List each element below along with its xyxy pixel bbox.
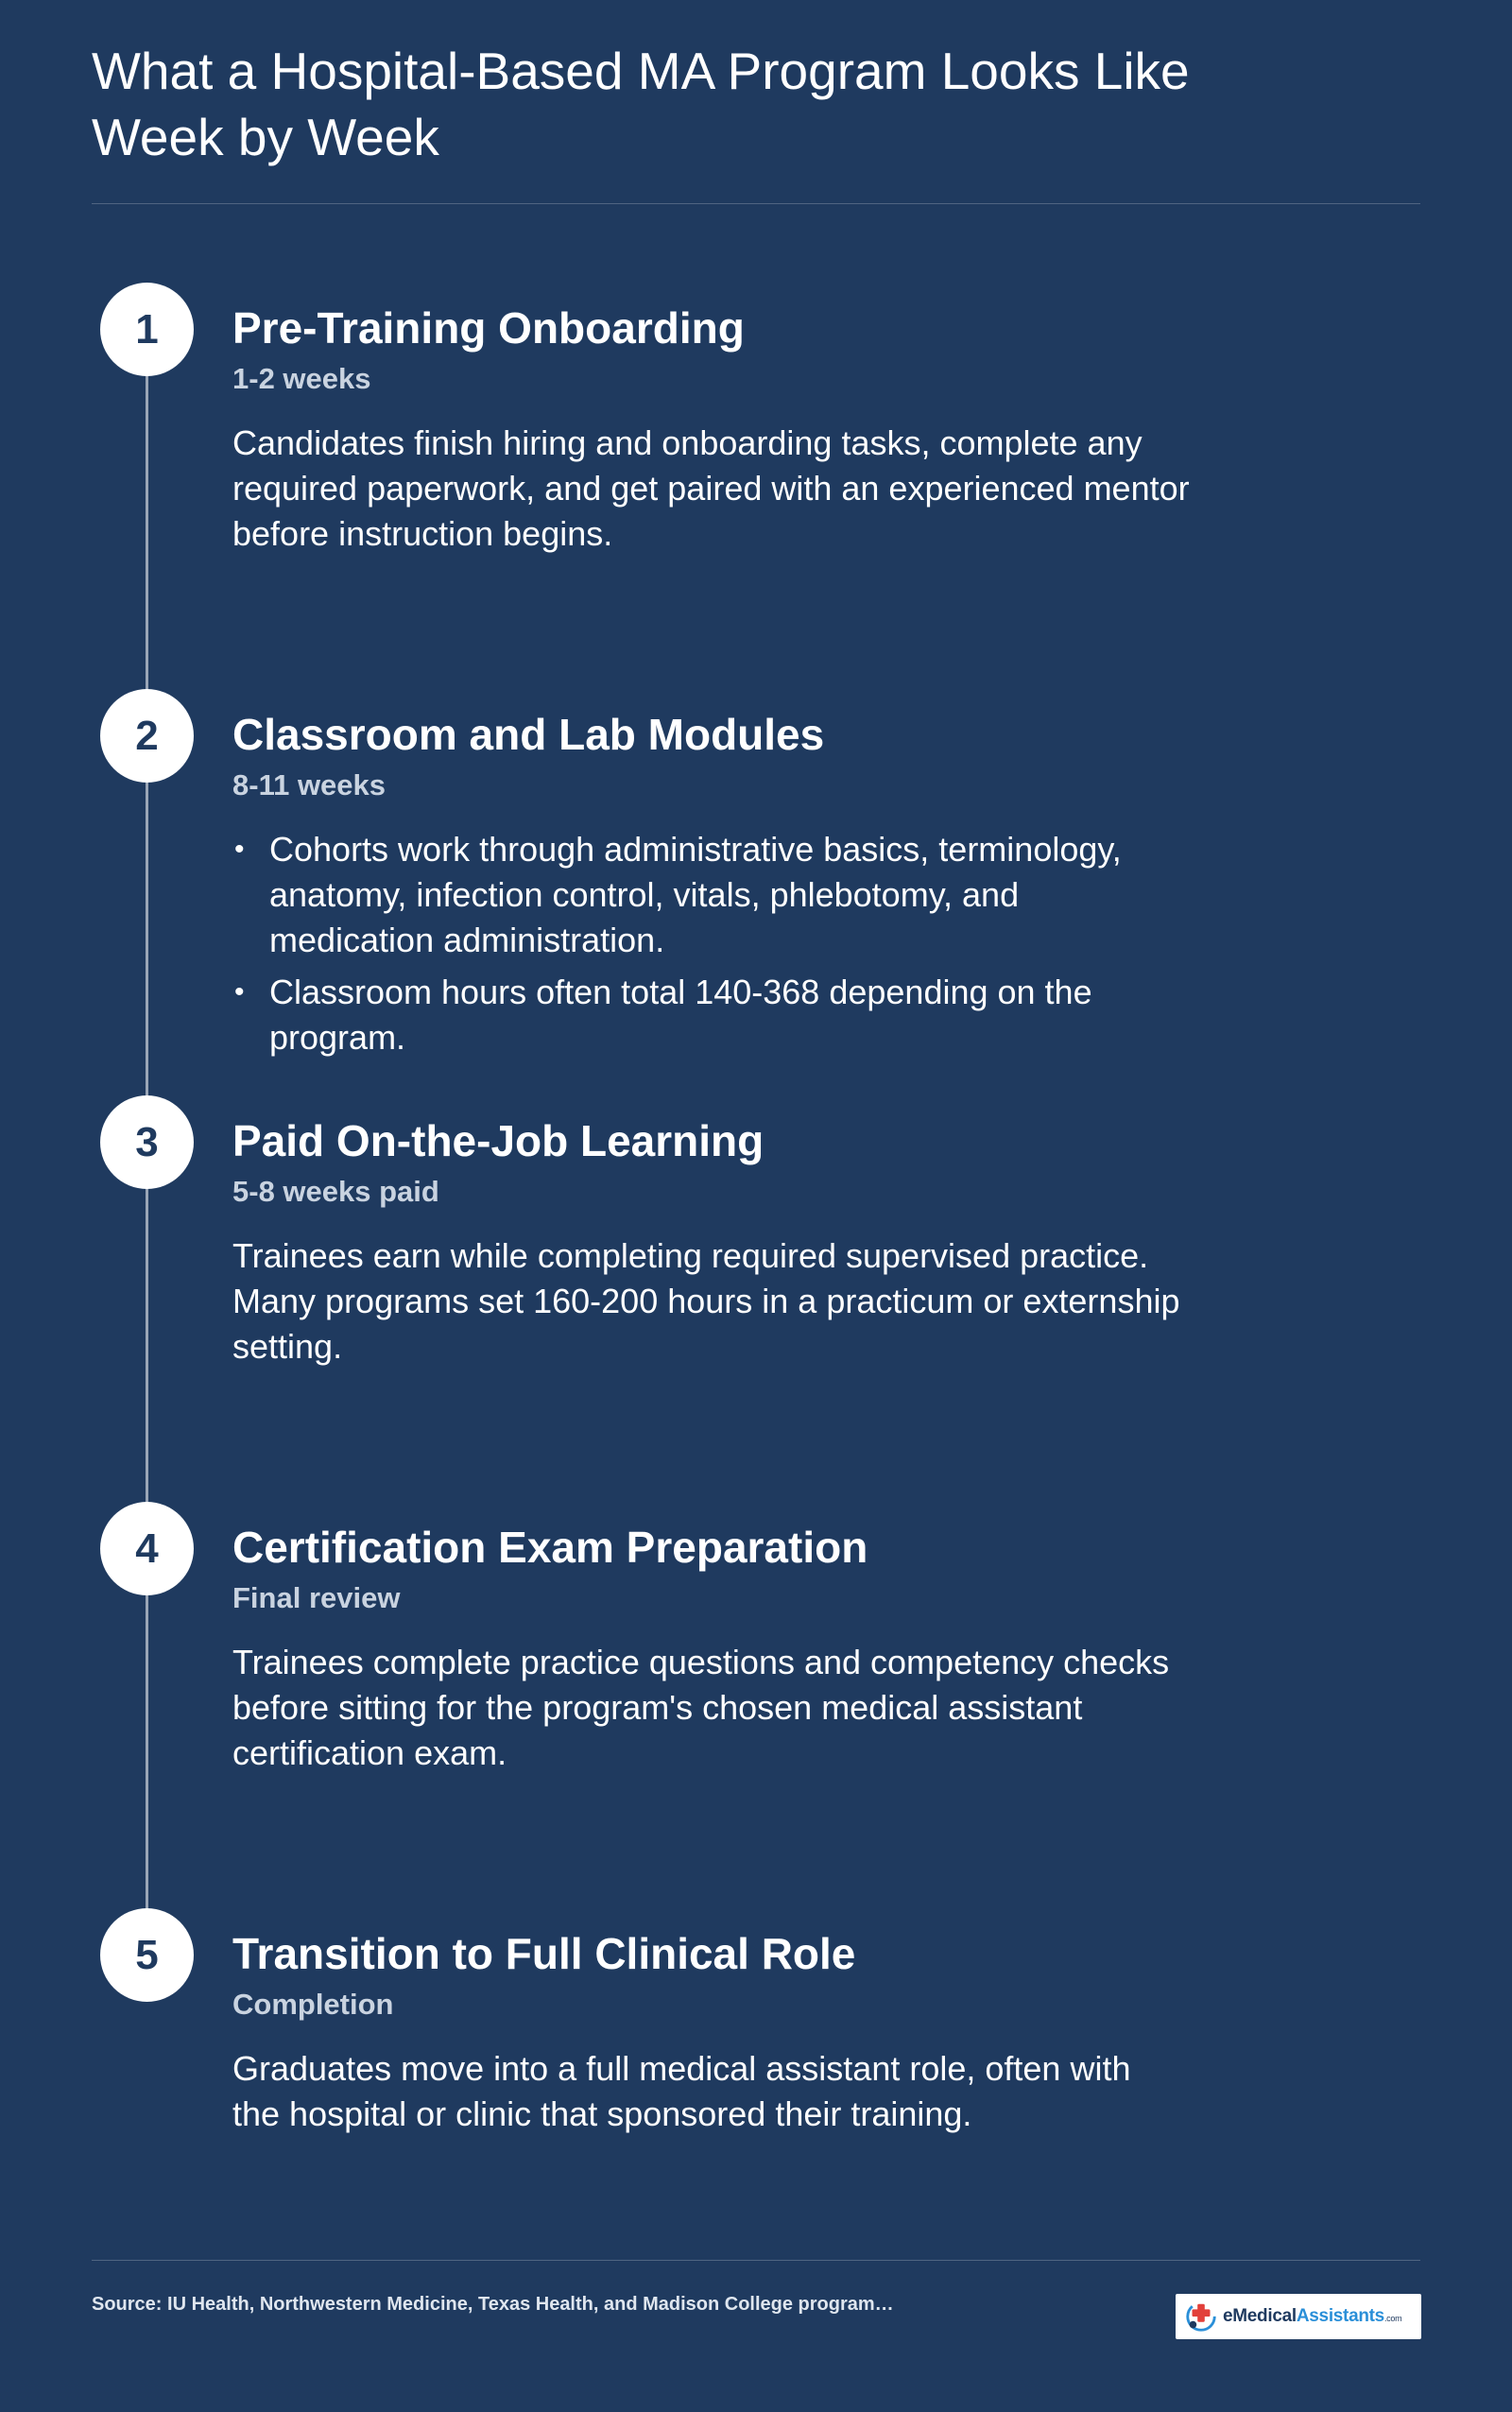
- step-duration: 8-11 weeks: [232, 768, 387, 801]
- footer-divider: [92, 2260, 1420, 2261]
- list-item: [232, 827, 1177, 963]
- step-title: Paid On-the-Job Learning: [232, 1116, 765, 1165]
- list-item: [232, 970, 1177, 1060]
- logo-tld: .com: [1383, 2314, 1402, 2323]
- step-description: Trainees earn while completing required supervised practice. Many programs set 160-200 hours in a practicum or externship setting.: [232, 1236, 1180, 1366]
- bullet-text: Cohorts work through administrative basics, terminology, anatomy, infection control, vitals, phlebotomy, and medication administration.: [269, 830, 1122, 959]
- step-title: Certification Exam Preparation: [232, 1523, 868, 1572]
- step-description: Trainees complete practice questions and competency checks before sitting for the program's chosen medical assistant certification exam.: [232, 1643, 1170, 1772]
- step-description: Candidates finish hiring and onboarding tasks, complete any required paperwork, and get paired with an experienced mentor before instruction begins.: [232, 423, 1190, 553]
- bullet-icon: •: [234, 834, 245, 865]
- logo-brand-b: Assistants: [1296, 2306, 1384, 2326]
- step-duration: 1-2 weeks: [232, 362, 371, 395]
- step-number-badge: 5: [100, 1908, 194, 2002]
- step-title: Pre-Training Onboarding: [232, 303, 745, 353]
- step-number-badge: 4: [100, 1502, 194, 1595]
- brand-logo[interactable]: [1176, 2294, 1421, 2339]
- step-title: Classroom and Lab Modules: [232, 710, 825, 759]
- step-number-badge: 3: [100, 1095, 194, 1189]
- medical-cross-logo-icon: [1183, 2299, 1219, 2334]
- step-number-badge: 1: [100, 283, 194, 376]
- step-number-badge: 2: [100, 689, 194, 783]
- bullet-icon: •: [234, 976, 245, 1008]
- step-title: Transition to Full Clinical Role: [232, 1929, 856, 1978]
- bullet-text: Classroom hours often total 140-368 depending on the program.: [269, 973, 1092, 1057]
- page-title: What a Hospital-Based MA Program Looks Like Week by Week: [92, 42, 1190, 166]
- step-bullet-list: [232, 827, 1177, 1067]
- step-duration: Final review: [232, 1581, 401, 1614]
- logo-brand-a: eMedical: [1223, 2306, 1297, 2326]
- step-duration: Completion: [232, 1988, 394, 2021]
- header-divider: [92, 203, 1420, 204]
- logo-wordmark: [1223, 2306, 1401, 2327]
- step-description: Graduates move into a full medical assistant role, often with the hospital or clinic that sponsored their training.: [232, 2049, 1131, 2133]
- step-duration: 5-8 weeks paid: [232, 1175, 439, 1208]
- source-note: Source: IU Health, Northwestern Medicine, Texas Health, and Madison College program…: [92, 2294, 894, 2315]
